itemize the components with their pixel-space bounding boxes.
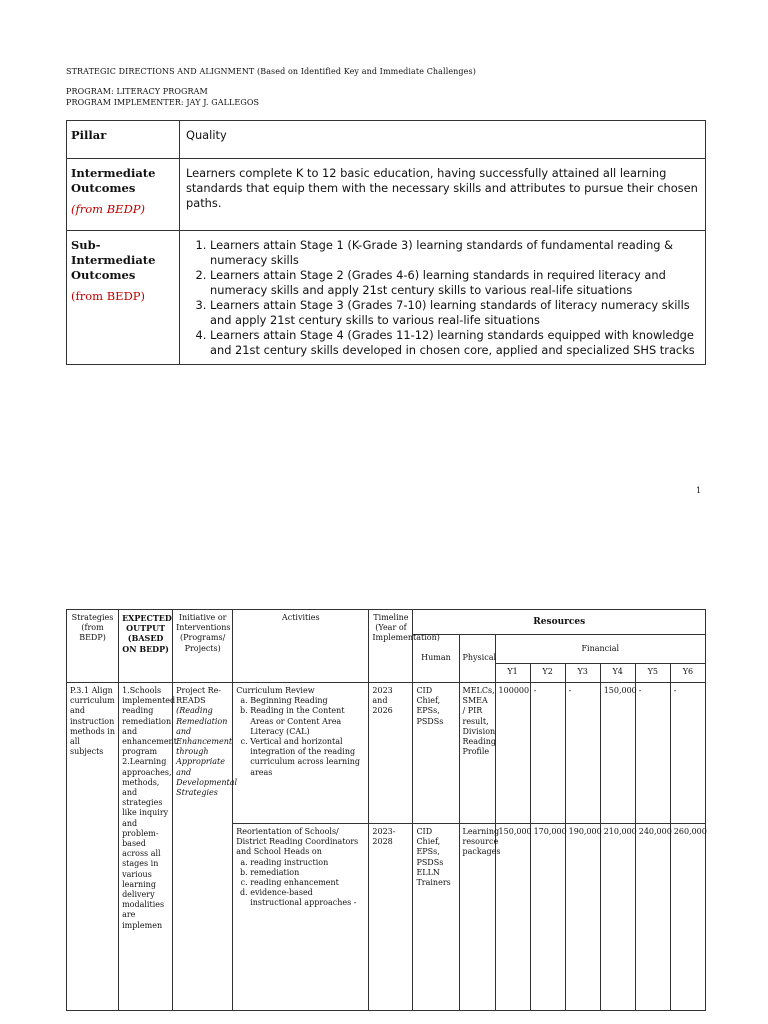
header-financial: Financial [495, 635, 705, 664]
initiative-description: (Reading Remediation and Enhancement through Appropriate and Developmental Strategies [176, 706, 238, 798]
header-y6: Y6 [670, 664, 705, 683]
intermediate-outcomes-source: (from BEDP) [71, 202, 146, 216]
activity-list [236, 696, 365, 778]
sub-intermediate-outcomes-source: (from BEDP) [71, 289, 146, 303]
financial-y5: - [635, 683, 670, 824]
intermediate-outcomes-label: Intermediate Outcomes [71, 166, 156, 195]
physical-resource-cell: MELCs, SMEA / PIR result, Division Reading Profile [459, 683, 495, 824]
financial-y2: 170,000 [530, 824, 565, 1011]
financial-y1: 150,000 [495, 824, 530, 1011]
header-y3: Y3 [565, 664, 600, 683]
expected-output-cell: 1.Schools implemented reading remediation and enhancement program 2.Learning approaches, methods, and strategies like inquiry and problem-based across all stages in various learning delivery modalities are implemen [119, 683, 173, 1011]
pillar-table [66, 120, 706, 365]
header-y4: Y4 [600, 664, 635, 683]
sub-intermediate-outcomes-cell [67, 231, 180, 365]
list-item: c. reading enhancement [250, 878, 365, 888]
list-item: c. Vertical and horizontal integration of the reading curriculum across learning areas [250, 737, 365, 778]
program-implementer: PROGRAM IMPLEMENTER: JAY J. GALLEGOS [66, 98, 260, 107]
document-title: STRATEGIC DIRECTIONS AND ALIGNMENT (Based on Identified Key and Immediate Challenges) [66, 67, 476, 76]
header-resources: Resources [413, 610, 706, 635]
pillar-value: Quality [180, 121, 706, 159]
human-resource-cell: CID Chief, EPSs, PSDSs ELLN Trainers [413, 824, 459, 1011]
list-item: a. reading instruction [250, 858, 365, 868]
timeline-cell: 2023-2028 [369, 824, 413, 1011]
pillar-row [67, 121, 706, 159]
list-item: 4. Learners attain Stage 4 (Grades 11-12) learning standards equipped with knowledge and 21st century skills developed in chosen core, applied and specialized SHS tracks [210, 328, 699, 358]
activity-cell [233, 824, 369, 1011]
timeline-cell: 2023 and 2026 [369, 683, 413, 824]
human-resource-cell: CID Chief, EPSs, PSDSs [413, 683, 459, 824]
strategy-cell: P.3.1 Align curriculum and instruction methods in all subjects [67, 683, 119, 1011]
sub-intermediate-outcomes-row [67, 231, 706, 365]
financial-y4: 150,000 [600, 683, 635, 824]
header-y1: Y1 [495, 664, 530, 683]
initiative-title: Project Re-READS [176, 686, 222, 706]
physical-resource-cell: Learning resource packages [459, 824, 495, 1011]
list-item: b. remediation [250, 868, 365, 878]
financial-y3: 190,000 [565, 824, 600, 1011]
activity-title: Curriculum Review [236, 686, 315, 695]
financial-y2: - [530, 683, 565, 824]
header-initiative: Initiative or Interventions (Programs/ Projects) [173, 610, 233, 683]
strategy-table [66, 609, 706, 1011]
sub-intermediate-outcomes-list [186, 238, 699, 358]
financial-y3: - [565, 683, 600, 824]
financial-y5: 240,000 [635, 824, 670, 1011]
list-item: d. evidence-based instructional approaches - [250, 888, 365, 908]
list-item: 2. Learners attain Stage 2 (Grades 4-6) learning standards in required literacy and numeracy skills and apply 21st century skills to various real-life situations [210, 268, 699, 298]
program-name: PROGRAM: LITERACY PROGRAM [66, 87, 208, 96]
header-y2: Y2 [530, 664, 565, 683]
financial-y6: - [670, 683, 705, 824]
header-activities: Activities [233, 610, 369, 683]
header-physical: Physical [459, 635, 495, 683]
header-y5: Y5 [635, 664, 670, 683]
header-strategies: Strategies (from BEDP) [67, 610, 119, 683]
header-expected-output: EXPECTED OUTPUT (BASED ON BEDP) [119, 610, 173, 683]
list-item: a. Beginning Reading [250, 696, 365, 706]
header-human: Human [413, 635, 459, 683]
list-item: 3. Learners attain Stage 3 (Grades 7-10) learning standards of literacy numeracy skills and apply 21st century skills to various real-life situations [210, 298, 699, 328]
financial-y4: 210,000 [600, 824, 635, 1011]
table-row [67, 683, 706, 824]
financial-y1: 100000 [495, 683, 530, 824]
sub-intermediate-outcomes-label: Sub-Intermediate Outcomes [71, 238, 156, 282]
list-item: 1. Learners attain Stage 1 (K-Grade 3) learning standards of fundamental reading & numeracy skills [210, 238, 699, 268]
page-number: 1 [696, 486, 702, 495]
activity-list [236, 858, 365, 909]
intermediate-outcomes-text: Learners complete K to 12 basic education, having successfully attained all learning standards that equip them with the necessary skills and attributes to pursue their chosen paths. [180, 159, 706, 231]
activity-cell [233, 683, 369, 824]
pillar-label: Pillar [67, 121, 180, 159]
activity-title: Reorientation of Schools/ District Reading Coordinators and School Heads on [236, 827, 359, 857]
intermediate-outcomes-cell [67, 159, 180, 231]
sub-intermediate-outcomes-list-cell [180, 231, 706, 365]
financial-y6: 260,000 [670, 824, 705, 1011]
list-item: b. Reading in the Content Areas or Content Area Literacy (CAL) [250, 706, 365, 737]
initiative-cell [173, 683, 238, 1011]
header-timeline: Timeline (Year of Implementation) [369, 610, 413, 683]
header-row [67, 610, 706, 635]
intermediate-outcomes-row [67, 159, 706, 231]
